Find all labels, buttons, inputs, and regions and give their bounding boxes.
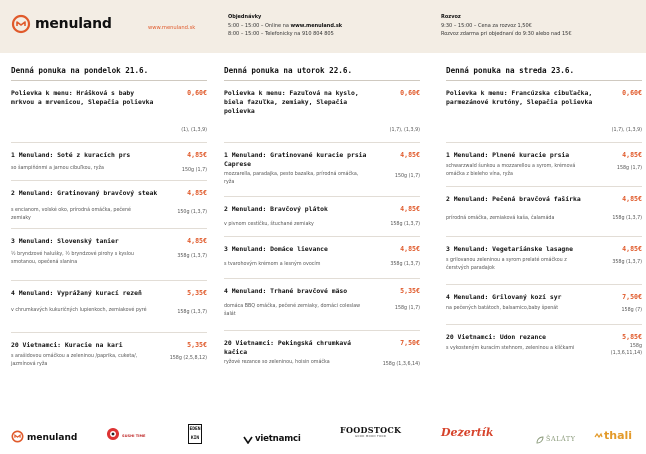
day-column-monday [11,66,207,373]
item-weight: 358g [612,260,625,265]
item-meta [177,209,207,216]
item-allergens: (1,7) [630,166,642,171]
item-name: 20 Vietnamci: Kuracie na kari [11,341,123,349]
item-price: 5,35€ [400,287,420,295]
brand-name: FOODSTOCK [340,425,402,435]
brand-name: vietnamci [255,433,301,444]
item-description: v pivnom cestíčku, štuchané zemiaky [224,222,314,227]
menu-item-1 [224,143,420,197]
item-weight: 150g [177,210,190,215]
item-meta [612,259,642,266]
menu-item-4 [446,285,642,325]
item-allergens: (1,7) [408,306,420,311]
item-meta [395,305,420,312]
menu-item-3 [446,237,642,285]
item-weight: 158g [616,166,630,171]
item-allergens: (1,3,7) [626,216,642,221]
item-allergens: (1,3,7) [191,254,207,259]
item-allergens: (1,7) [195,168,207,173]
item-price: 4,85€ [622,245,642,253]
item-allergens: (1,3,7) [626,260,642,265]
item-price: 0,60€ [400,89,420,97]
brand-name: EDEN KIN [189,427,201,441]
item-name: 1 Menuland: Plnené kuracie prsia [446,151,570,159]
item-weight: 158g [382,362,395,367]
item-name: 20 Vietnamci: Udon rezance [446,333,547,341]
delivery-price-line: 9:30 – 15:00 – Cena za rozvoz 1,50€ [441,22,532,29]
item-weight: 158g [621,308,634,313]
item-price: 4,85€ [400,205,420,213]
item-weight: 358g [390,262,403,267]
leaf-icon [536,429,544,448]
item-weight: 158g [629,344,642,349]
item-description: mozzarella, paradajka, pesto bazalka, prírodná omáčka, ryža [224,172,359,186]
menu-item-20 [446,325,642,365]
item-weight: 358g [177,254,190,259]
day-title: Denná ponuka na utorok 22.6. [224,66,353,75]
item-name: 3 Menuland: Slovenský tanier [11,237,119,245]
item-allergens: (1,3,6,14) [396,362,420,367]
item-weight: 158g [612,216,625,221]
menu-item-20 [11,333,207,373]
item-name: 1 Menuland: Gratinované kuracie prsia Caprese [224,151,367,169]
orders-info [228,13,342,39]
item-meta [390,261,420,268]
item-price: 4,85€ [187,189,207,197]
brand-salaty[interactable] [536,429,576,448]
item-weight: 158g [177,310,190,315]
brand-tagline: GOOD MOOD FOOD [355,435,387,438]
menu-item-4 [11,281,207,333]
item-name: 2 Menuland: Gratinovaný bravčový steak [11,189,158,197]
item-name: 4 Menuland: Trhané bravčové mäso [224,287,348,295]
menuland-logo-icon [11,14,31,34]
brand-name: SUSHI TIME [122,433,146,438]
item-price: 0,60€ [187,89,207,97]
menu-item-3 [224,237,420,279]
menu-item-soup [11,81,207,143]
day-title: Denná ponuka na pondelok 21.6. [11,66,149,75]
brand-dezertik[interactable] [441,426,493,439]
item-meta [383,361,420,368]
item-price: 4,85€ [622,151,642,159]
item-name: 3 Menuland: Vegetariánske lasagne [446,245,573,253]
item-meta [177,253,207,260]
orders-phone-line: 8:00 – 15:00 – Telefonicky na 910 804 805 [228,31,334,38]
item-description: domáca BBQ omáčka, pečené zemiaky, domáci coleslaw šalát [224,304,361,318]
item-price: 7,50€ [400,339,420,347]
website-link[interactable]: www.menuland.sk [148,25,196,31]
item-price: 4,85€ [187,237,207,245]
orders-online-line [228,22,342,31]
day-column-tuesday [224,66,420,371]
item-allergens: (1,3,7) [404,222,420,227]
item-meta [395,173,420,180]
delivery-title: Rozvoz [441,14,461,20]
item-allergens: (1,7), (1,3,9) [611,128,642,133]
orders-online-site[interactable]: www.menuland.sk [290,22,343,29]
brand-name: ŠALÁTY [546,434,576,443]
item-meta [390,221,420,228]
brand-sushi-time[interactable] [106,426,146,445]
item-allergens: (1,3,6,11,14) [610,351,642,356]
brand-vietnamci[interactable] [243,429,301,448]
item-allergens: (1,3,7) [191,310,207,315]
item-description: s grilovanou zeleninou a syrom prelaté omáčkou z čerstvých paradajok [446,258,567,272]
menuland-logo[interactable] [11,14,112,34]
item-description: s arašidovou omáčkou a zeleninou /paprika, cuketa/, jazmínová ryža [11,354,138,368]
item-allergens: (1,7), (1,3,9) [389,128,420,133]
day-title: Denná ponuka na streda 23.6. [446,66,575,75]
item-description: ½ bryndzové halušky, ½ bryndzové pirohy s kyslou smotanou, opečená slanina [11,252,134,266]
day-column-wednesday [446,66,642,365]
menu-item-soup [446,81,642,143]
menu-item-2 [446,187,642,237]
menuland-logo-icon [11,428,24,447]
item-price: 4,85€ [400,151,420,159]
item-price: 4,85€ [622,195,642,203]
item-weight: 150g [181,168,195,173]
item-allergens: (1,3,7) [404,262,420,267]
item-name: 4 Menuland: Grilovaný kozí syr [446,293,562,301]
item-price: 0,60€ [622,89,642,97]
header [0,0,646,53]
logo-text: menuland [35,16,112,32]
item-name: 2 Menuland: Pečená bravčová fašírka [446,195,581,203]
item-name: 2 Menuland: Bravčový plátok [224,205,328,213]
item-meta [170,355,207,362]
item-description: so šampiňónmi a jarnou cibuľkou, ryža [11,166,104,171]
item-description: s tvarohovým krémom a lesným ovocím [224,262,321,267]
item-name: 20 Vietnamci: Pekingská chrumkavá kačica [224,339,351,357]
item-price: 7,50€ [622,293,642,301]
menu-item-4 [224,279,420,331]
partner-logos [0,420,646,450]
thali-icon [594,426,603,445]
item-price: 5,35€ [187,289,207,297]
menu-item-2 [11,181,207,229]
orders-title: Objednávky [228,14,262,20]
item-description: s encianom, volské oko, prírodná omáčka, pečené zemiaky [11,208,131,222]
brand-name: thali [604,429,633,442]
brand-eden-kin[interactable] [188,424,202,444]
item-weight: 158g [169,356,182,361]
delivery-free-line: Rozvoz zdarma pri objednaní do 9:30 alebo nad 15€ [441,31,572,38]
item-meta [177,309,207,316]
item-name: 3 Menuland: Domáce lievance [224,245,328,253]
item-allergens: (1), (1,3,9) [181,128,207,133]
item-description: na pečených batátoch, balsamico,baby špenát [446,306,559,311]
delivery-info [441,13,572,39]
menu-item-1 [11,143,207,181]
item-name: 1 Menuland: Soté z kuracích prs [11,151,131,159]
sushi-time-icon [106,426,120,445]
item-allergens: (1,7) [408,174,420,179]
item-description: prírodná omáčka, zemiaková kaša, čalamáda [446,216,555,221]
item-meta [612,215,642,222]
item-meta [621,307,642,314]
item-name: Polievka k menu: Francúzska cibuľačka, parmezánové krutóny, Slepačia polievka [446,89,593,107]
menu-item-2 [224,197,420,237]
item-meta [617,165,642,172]
item-name: 4 Menuland: Vyprážaný kurací rezeň [11,289,142,297]
item-weight: 150g [394,174,408,179]
item-allergens: (1,3,7) [191,210,207,215]
item-allergens: (2,5,8,12) [183,356,207,361]
item-weight: 158g [394,306,408,311]
item-meta [182,167,207,174]
item-description: ryžové rezance so zeleninou, hoisin omáčka [224,360,330,365]
orders-online-prefix: 5:00 – 15:00 – Online na [228,22,291,29]
item-description: s vykosteným kuracím stehnom, zeleninou a klíčkami [446,346,575,351]
menu-item-soup [224,81,420,143]
item-weight: 158g [390,222,403,227]
item-name: Polievka k menu: Fazuľová na kyslo, biela fazuľka, zemiaky, Slepačia polievka [224,89,359,116]
item-price: 4,85€ [400,245,420,253]
brand-foodstock[interactable] [340,425,401,438]
menu-item-3 [11,229,207,281]
brand-name: menuland [27,432,78,443]
item-price: 5,85€ [622,333,642,341]
item-description: schwarzwald šunkou a mozzarellou a syrom, krémová omáčka z bieleho vína, ryža [446,164,576,178]
item-price: 4,85€ [187,151,207,159]
vietnamci-icon [243,429,253,448]
item-price: 5,35€ [187,341,207,349]
item-allergens: (7) [635,308,642,313]
item-name: Polievka k menu: Hrášková s baby mrkvou a mrvenicou, Slepačia polievka [11,89,154,107]
item-meta [592,343,642,357]
brand-name: Dezertík [441,426,494,439]
menu-item-20 [224,331,420,371]
brand-thali[interactable] [594,426,632,445]
item-description: v chrumkavých kukuričných lupienkoch, zemiakové pyré [11,308,147,313]
brand-menuland[interactable] [11,428,77,447]
menu-item-1 [446,143,642,187]
